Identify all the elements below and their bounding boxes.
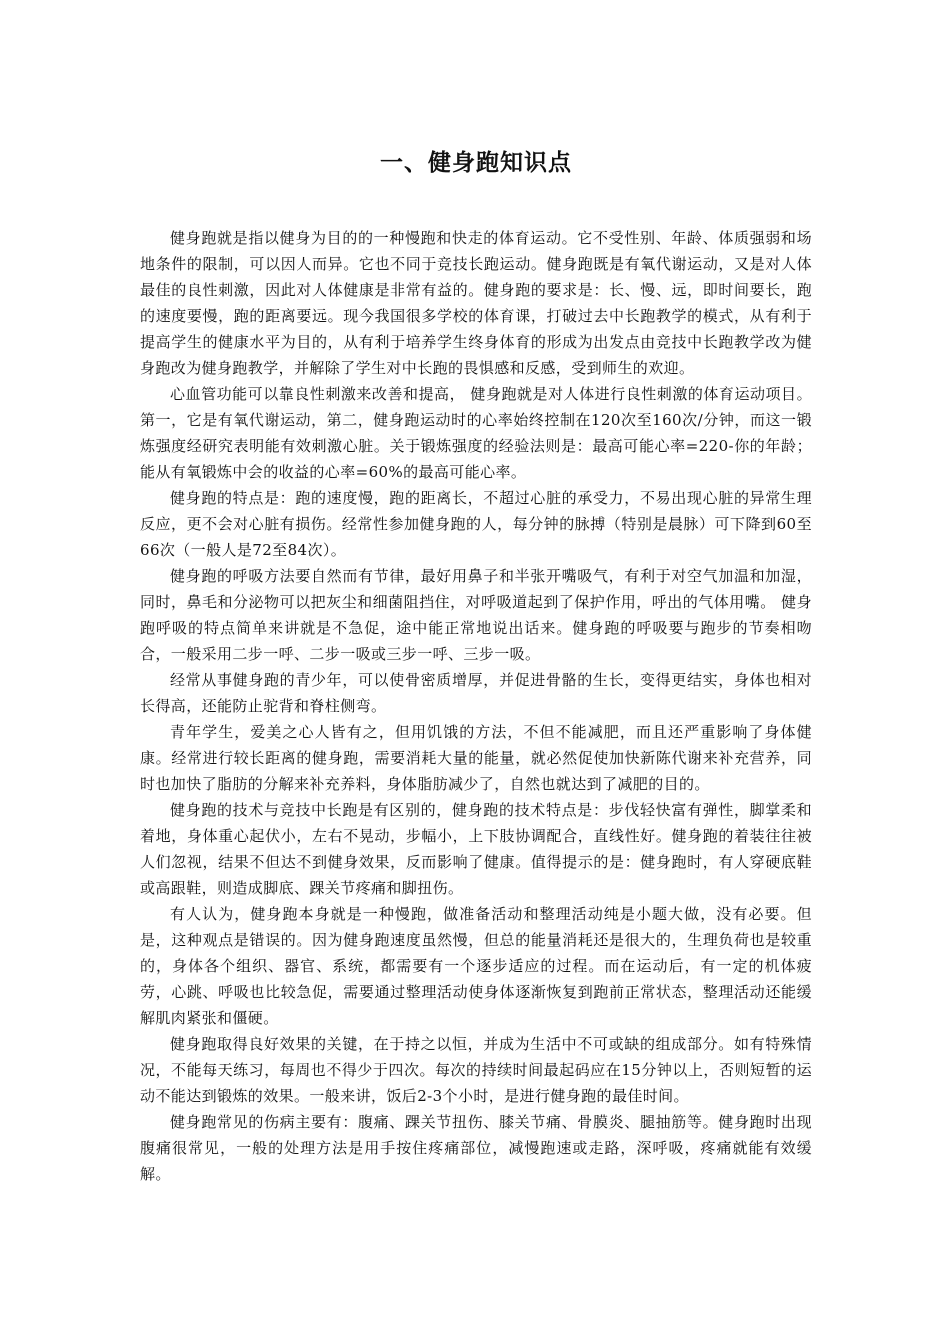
paragraph-intro: 健身跑就是指以健身为目的的一种慢跑和快走的体育运动。它不受性别、年龄、体质强弱和场地条件的限制，可以因人而异。它也不同于竞技长跑运动。健身跑既是有氧代谢运动，又是对人体最佳的良性刺激，因此对人体健康是非常有益的。健身跑的要求是：长、慢、远，即时间要长，跑的速度要慢，跑的距离要远。现今我国很多学校的体育课，打破过去中长跑教学的模式，从有利于提高学生的健康水平为目的，从有利于培养学生终身体育的形成为出发点由竞技中长跑教学改为健身跑改为健身跑教学，并解除了学生对中长跑的畏惧感和反感，受到师生的欢迎。 [140,229,812,377]
document-body [140,225,812,1187]
page-title: 一、健身跑知识点 [380,150,572,177]
document-page [140,0,812,1344]
paragraph-weight-loss: 青年学生，爱美之心人皆有之，但用饥饿的方法，不但不能减肥，而且还严重影响了身体健康。经常进行较长距离的健身跑，需要消耗大量的能量，就必然促使加快新陈代谢来补充营养，同时也加快了脂肪的分解来补充养料，身体脂肪减少了，自然也就达到了减肥的目的。 [140,723,812,793]
paragraph-injuries: 健身跑常见的伤病主要有：腹痛、踝关节扭伤、膝关节痛、骨膜炎、腿抽筋等。健身跑时出现腹痛很常见，一般的处理方法是用手按住疼痛部位，减慢跑速或走路，深呼吸，疼痛就能有效缓解。 [140,1113,812,1183]
paragraph-bones: 经常从事健身跑的青少年，可以使骨密质增厚，并促进骨骼的生长，变得更结实，身体也相对长得高，还能防止驼背和脊柱侧弯。 [140,671,812,715]
paragraph-breathing: 健身跑的呼吸方法要自然而有节律，最好用鼻子和半张开嘴吸气，有利于对空气加温和加湿，同时，鼻毛和分泌物可以把灰尘和细菌阻挡住，对呼吸道起到了保护作用，呼出的气体用嘴。 健身跑呼吸的特点简单来讲就是不急促，途中能正常地说出话来。健身跑的呼吸要与跑步的节奏相吻合，一般采用二步一呼、二步一吸或三步一呼、三步一吸。 [140,567,812,663]
paragraph-characteristics: 健身跑的特点是：跑的速度慢，跑的距离长，不超过心脏的承受力，不易出现心脏的异常生理反应，更不会对心脏有损伤。经常性参加健身跑的人，每分钟的脉搏（特别是晨脉）可下降到60至66次（一般人是72至84次）。 [140,489,812,559]
paragraph-technique: 健身跑的技术与竞技中长跑是有区别的，健身跑的技术特点是：步伐轻快富有弹性，脚掌柔和着地，身体重心起伏小，左右不晃动，步幅小，上下肢协调配合，直线性好。健身跑的着装往往被人们忽视，结果不但达不到健身效果，反而影响了健康。值得提示的是：健身跑时，有人穿硬底鞋或高跟鞋，则造成脚底、踝关节疼痛和脚扭伤。 [140,801,812,897]
paragraph-persistence: 健身跑取得良好效果的关键，在于持之以恒，并成为生活中不可或缺的组成部分。如有特殊情况，不能每天练习，每周也不得少于四次。每次的持续时间最起码应在15分钟以上，否则短暂的运动不能达到锻炼的效果。一般来讲，饭后2-3个小时，是进行健身跑的最佳时间。 [140,1035,812,1105]
paragraph-warmup: 有人认为，健身跑本身就是一种慢跑，做准备活动和整理活动纯是小题大做，没有必要。但是，这种观点是错误的。因为健身跑速度虽然慢，但总的能量消耗还是很大的，生理负荷也是较重的，身体各个组织、器官、系统，都需要有一个逐步适应的过程。而在运动后，有一定的机体疲劳，心跳、呼吸也比较急促，需要通过整理活动使身体逐渐恢复到跑前正常状态，整理活动还能缓解肌肉紧张和僵硬。 [140,905,812,1027]
paragraph-cardiovascular: 心血管功能可以靠良性刺激来改善和提高， 健身跑就是对人体进行良性刺激的体育运动项目。第一，它是有氧代谢运动，第二，健身跑运动时的心率始终控制在120次至160次/分钟，而这一锻炼强度经研究表明能有效刺激心脏。关于锻炼强度的经验法则是：最高可能心率=220-你的年龄；能从有氧锻炼中会的收益的心率=60%的最高可能心率。 [140,385,812,481]
